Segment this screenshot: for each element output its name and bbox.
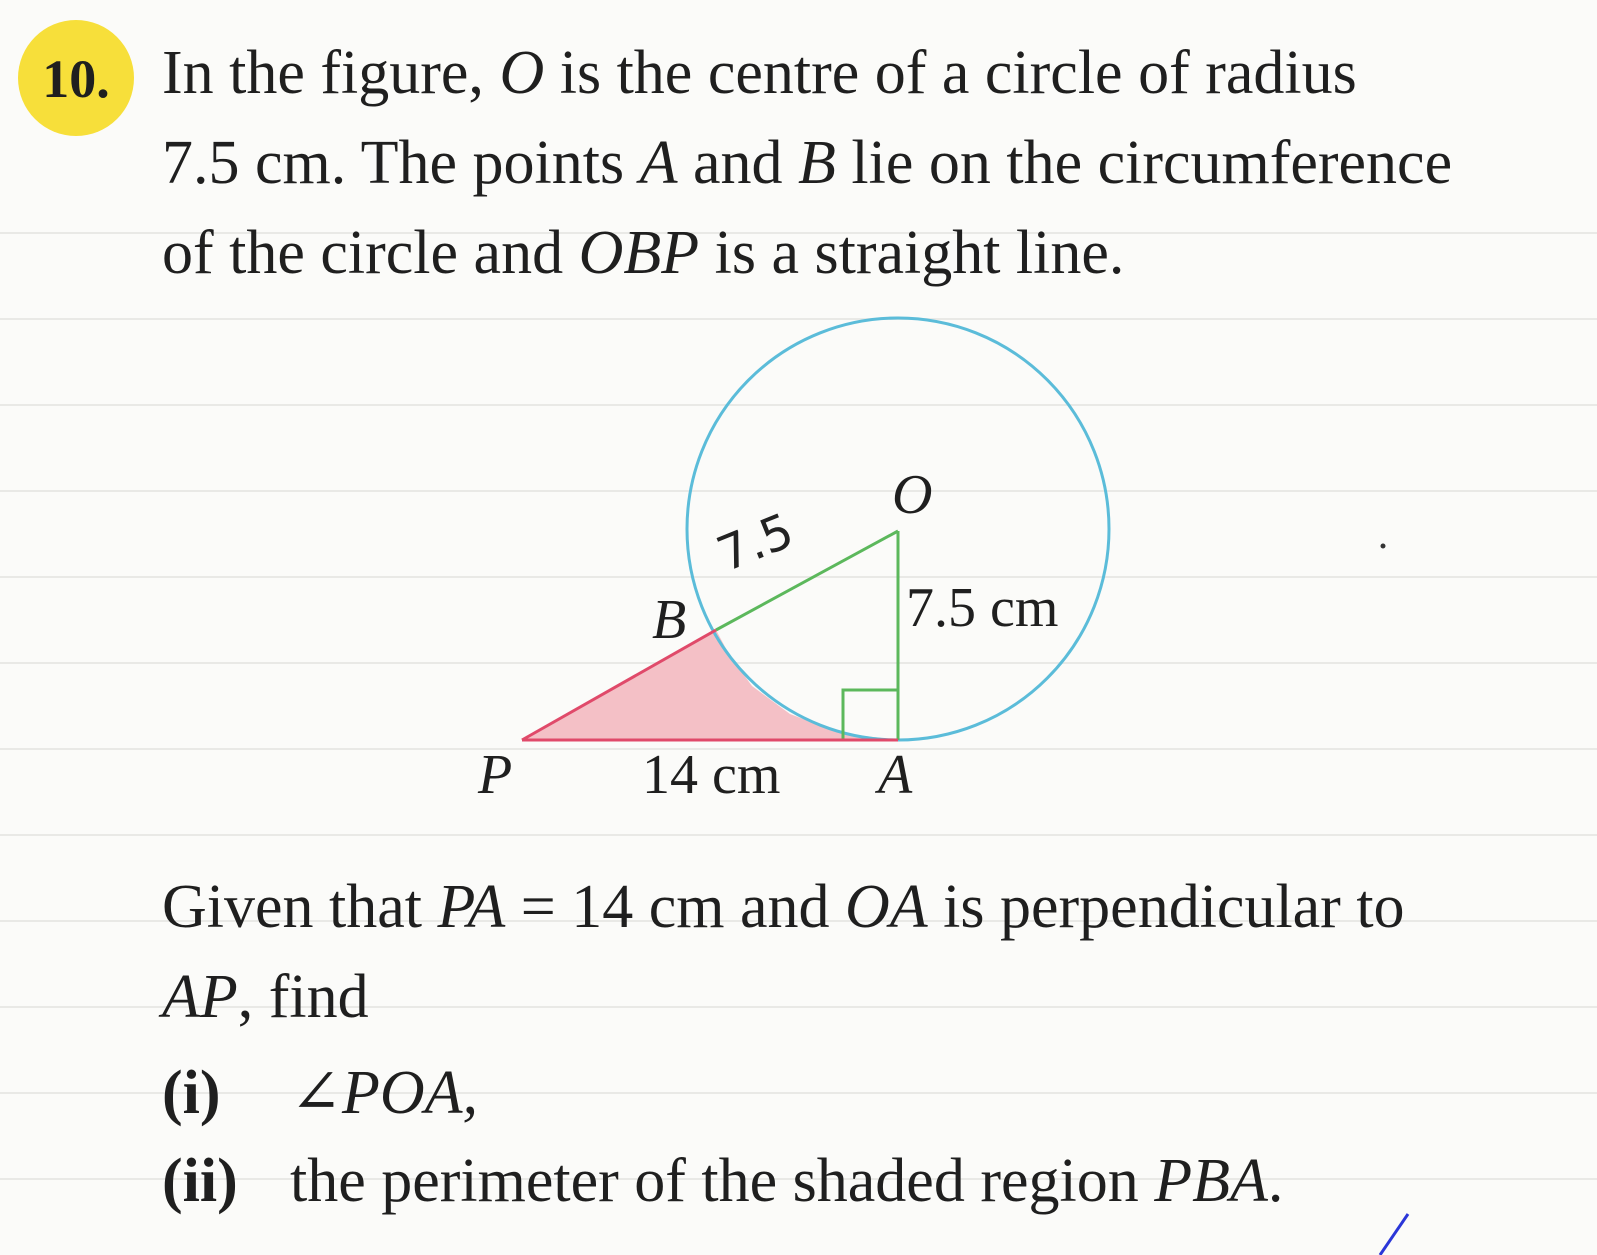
text-run: is perpendicular to: [927, 873, 1405, 941]
text-run: , find: [237, 963, 369, 1031]
label-a: A: [878, 744, 913, 806]
label-o: O: [892, 464, 933, 526]
part-ii-text: [290, 1147, 1284, 1215]
part-i-label: (i): [162, 1059, 221, 1127]
text-run: is the centre of a circle of radius: [544, 39, 1357, 107]
text-run: 7.5 cm. The points: [162, 129, 640, 197]
math-var: B: [798, 129, 836, 197]
text-run: and: [677, 129, 798, 197]
label-b: B: [652, 589, 687, 651]
text-run: of the circle and: [162, 219, 579, 287]
label-pa-length: 14 cm: [642, 744, 781, 806]
math-var: OBP: [578, 219, 700, 287]
part-i-text: ∠POA,: [290, 1059, 478, 1127]
given-line-1: [162, 873, 1405, 941]
text-run: is a straight line.: [699, 219, 1125, 287]
text-run: the perimeter of the shaded region: [290, 1147, 1155, 1215]
text-run: lie on the circumference: [835, 129, 1453, 197]
text-run: = 14 cm and: [505, 873, 845, 941]
math-var: A: [639, 129, 678, 197]
part-ii-label: (ii): [162, 1147, 238, 1215]
stray-dot: [1381, 544, 1386, 549]
given-line-2: [162, 963, 369, 1031]
label-oa-length: 7.5 cm: [906, 577, 1059, 639]
math-var: OA: [845, 873, 928, 941]
math-var: AP: [162, 963, 238, 1031]
handwritten-ob-label: 7.5: [709, 502, 802, 584]
math-var: PBA: [1154, 1147, 1268, 1215]
text-run: Given that: [162, 873, 438, 941]
question-number: 10.: [42, 49, 110, 109]
pen-mark: [1380, 1214, 1408, 1255]
right-angle-marker: [843, 690, 898, 740]
math-var: PA: [437, 873, 506, 941]
math-var: O: [499, 39, 545, 107]
label-p: P: [478, 744, 513, 806]
text-run: .: [1267, 1147, 1284, 1215]
text-run: In the figure,: [162, 39, 500, 107]
